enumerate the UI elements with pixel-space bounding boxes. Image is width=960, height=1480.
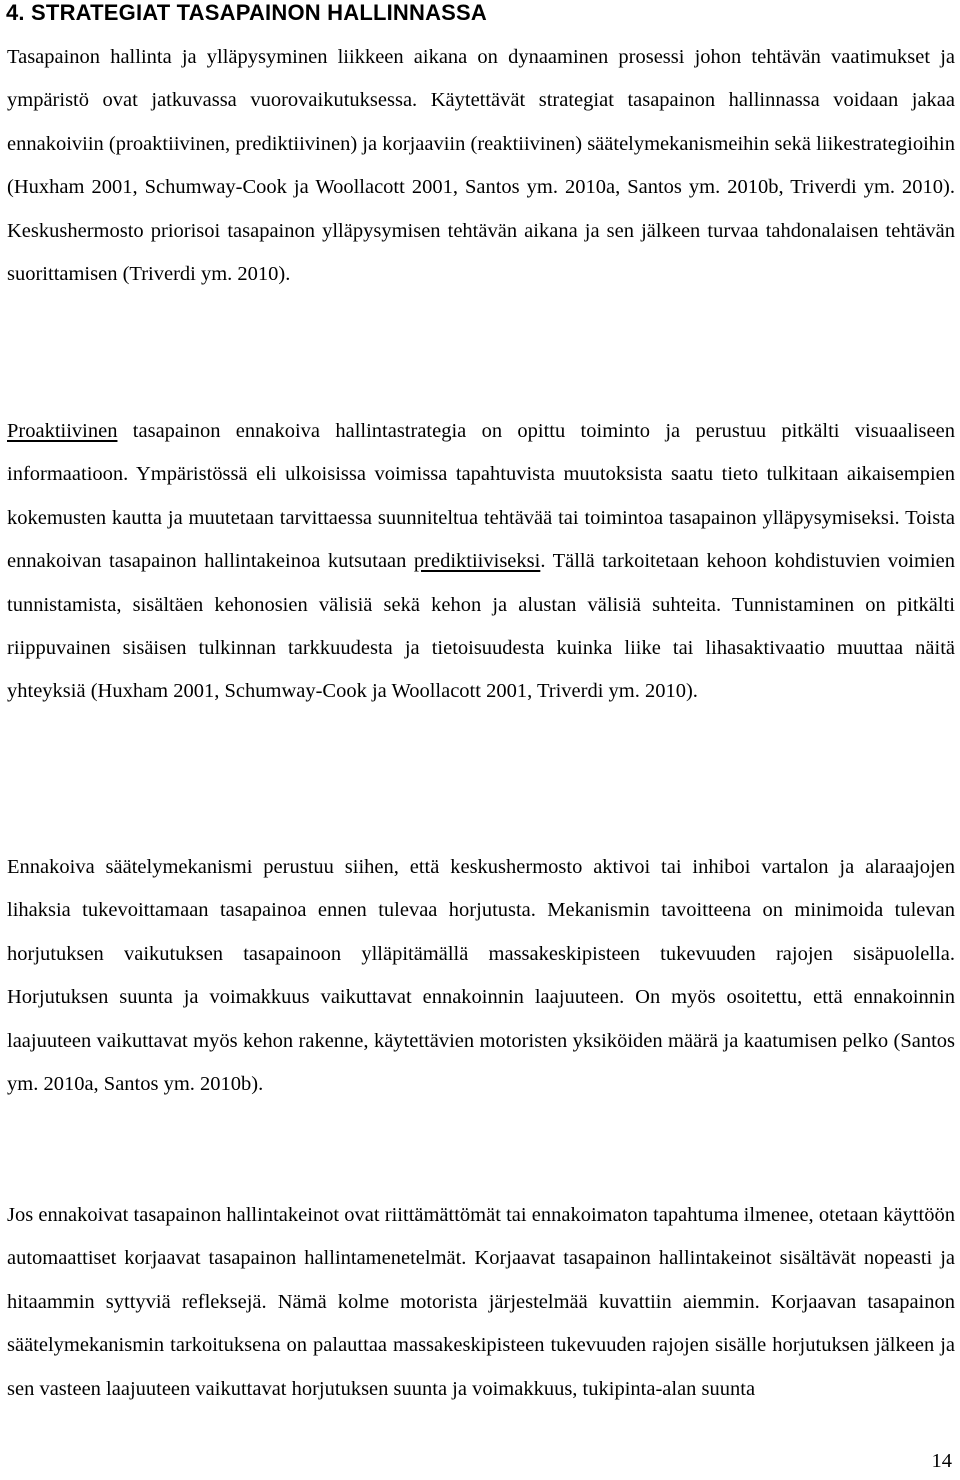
paragraph-proactive-text-1: tasapainon ennakoiva hallintastrategia on opittu toiminto ja perustuu pitkälti visuaaliseen informaatioon. Ympäristössä eli ulkoisissa voimissa tapahtuvista muutoksista saatu tieto tulkitaan aikaisempien kokemusten kautta ja muutetaan tarvittaessa suunniteltua tehtävää tai toimintoa tasapainon ylläpysymiseksi. Toista ennakoivan tasapainon hallintakeinoa kutsutaan <box>7 420 955 573</box>
term-prediktiiviseksi: prediktiiviseksi <box>413 550 541 573</box>
page-number: 14 <box>931 1450 952 1472</box>
section-heading: 4. STRATEGIAT TASAPAINON HALLINNASSA <box>6 0 488 25</box>
paragraph-proactive <box>7 410 955 714</box>
paragraph-balance-strategies: Tasapainon hallinta ja ylläpysyminen liikkeen aikana on dynaaminen prosessi johon tehtävän vaatimukset ja ympäristö ovat jatkuvassa vuorovaikutuksessa. Käytettävät strategiat tasapainon hallinnassa voidaan jakaa ennakoiviin (proaktiivinen, prediktiivinen) ja korjaaviin (reaktiivinen) säätelymekanismeihin sekä liikestrategioihin (Huxham 2001, Schumway-Cook ja Woollacott 2001, Santos ym. 2010a, Santos ym. 2010b, Triverdi ym. 2010). Keskushermosto priorisoi tasapainon ylläpysymisen tehtävän aikana ja sen jälkeen turvaa tahdonalaisen tehtävän suorittamisen (Triverdi ym. 2010). <box>7 46 955 286</box>
paragraph-proactive-text-2: . Tällä tarkoitetaan kehoon kohdistuvien voimien tunnistamista, sisältäen kehonosien välisiä sekä kehon ja alustan välisiä suhteita. Tunnistaminen on pitkälti riippuvainen sisäisen tulkinnan tarkkuudesta ja tietoisuudesta kuinka liike tai lihasaktivaatio muuttaa näitä yhteyksiä (Huxham 2001, Schumway-Cook ja Woollacott 2001, Triverdi ym. 2010). <box>7 550 955 703</box>
term-proaktiivinen: Proaktiivinen <box>7 420 118 442</box>
paragraph-reactive-control: Jos ennakoivat tasapainon hallintakeinot ovat riittämättömät tai ennakoimaton tapahtuma ilmenee, otetaan käyttöön automaattiset korjaavat tasapainon hallintamenetelmät. Korjaavat tasapainon hallintakeinot sisältävät nopeasti ja hitaammin syttyviä refleksejä. Nämä kolme motorista järjestelmää kuvattiin aiemmin. Korjaavan tasapainon säätelymekanismin tarkoituksena on palauttaa massakeskipisteen tukevuuden rajojen sisälle horjutuksen jälkeen ja sen vasteen laajuuteen vaikuttavat horjutuksen suunta ja voimakkuus, tukipinta-alan suunta <box>7 1204 955 1400</box>
paragraph-anticipatory-mechanism: Ennakoiva säätelymekanismi perustuu siihen, että keskushermosto aktivoi tai inhiboi vartalon ja alaraajojen lihaksia tukevoittamaan tasapainoa ennen tulevaa horjutusta. Mekanismin tavoitteena on minimoida tulevan horjutuksen vaikutuksen tasapainoon ylläpitämällä massakeskipisteen tukevuuden rajojen sisäpuolella. Horjutuksen suunta ja voimakkuus vaikuttavat ennakoinnin laajuuteen. On myös osoitettu, että ennakoinnin laajuuteen vaikuttavat myös kehon rakenne, käytettävien motoristen yksiköiden määrä ja kaatumisen pelko (Santos ym. 2010a, Santos ym. 2010b). <box>7 856 955 1096</box>
